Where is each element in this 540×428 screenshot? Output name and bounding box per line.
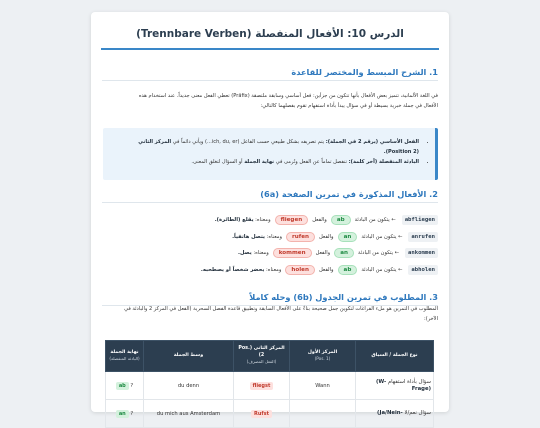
meaning-value: يصل. <box>238 250 252 257</box>
and-verb-label: والفعل <box>318 266 334 273</box>
meaning-value: يتصل هاتفياً. <box>232 233 265 240</box>
verb-row <box>102 212 438 229</box>
table-row <box>106 400 434 428</box>
and-verb-label: والفعل <box>312 217 327 224</box>
section-3-heading: 3. المطلوب في تمرين الجدول (6b) وحله كاملاً <box>102 292 438 306</box>
header-sentence-type: نوع الجملة / السياق <box>356 341 434 372</box>
base-verb-pill: rufen <box>286 232 315 242</box>
rule-bullet-1-strong: الفعل الأساسي (يرقم 2 في الجملة): <box>325 139 419 145</box>
section-1-paragraph-2: الأفعال في جملة خبرية بسيطة أو في سؤال يبدأ بأداة استفهام تقوم بفصلهما كالتالي: <box>260 103 438 109</box>
prefix-pill: ab <box>331 215 351 225</box>
meaning-value: يقلع (الطائرة). <box>214 217 254 224</box>
section-1-heading: 1. الشرح المبسط والمختصر للقاعدة <box>102 67 438 81</box>
cell-position-1 <box>290 400 356 428</box>
meaning-text <box>215 217 271 223</box>
rule-note-box <box>103 128 438 180</box>
prefix-pill: an <box>334 248 354 258</box>
verb-code: anrufen <box>408 232 438 242</box>
cell-end: an ? <box>106 400 144 428</box>
rule-bullet-1 <box>111 137 419 157</box>
header-middle: وسط الجملة <box>144 341 234 372</box>
rule-bullet-1-strong-2: المركز الثاني (Position 2). <box>138 139 419 155</box>
meaning-label: ومعناه: <box>253 250 269 257</box>
cell-sentence-type: سؤال نعم/لا (Ja/Nein- <box>356 400 434 428</box>
cell-position-2: Rufst <box>234 400 290 428</box>
meaning-value: يحضر شخصاً أو يصطحبه. <box>200 266 265 273</box>
meaning-label: ومعناه: <box>255 217 271 224</box>
page-title: الدرس 10: الأفعال المنفصلة (Trennbare Verben) <box>136 28 404 40</box>
and-verb-label: والفعل <box>315 250 331 257</box>
rule-bullet-2-strong: البادئة المنفصلة (آخر كلمة): <box>348 159 419 165</box>
meaning-label: ومعناه: <box>266 233 283 240</box>
cell-position-1: Wann <box>290 372 356 400</box>
prefix-pill: an <box>338 232 358 242</box>
section-1-paragraph-1: في اللغة الألمانية، تتميز بعض الأفعال بأنها تتكون من جزأين: فعل أساسي وسابقة ملتصقة (Präfix) تعطي الفعل معنى جديداً. عند استخدام هذه <box>138 93 438 99</box>
section-3-paragraph-1: المطلوب في التمرين هو ملء الفراغات لتكوين جمل صحيحة بناءً على الأفعال السابقة وتطبيق قاعدة الفصل السحرية (الفعل في المركز 2 والبادئة في <box>124 306 438 312</box>
header-position-1: المركز الأول (Pos. 1) <box>290 341 356 372</box>
exercise-table <box>105 340 434 428</box>
verb-row <box>102 229 438 246</box>
from-prefix-label: ← يتكون من البادئة <box>357 250 400 257</box>
cell-sentence-type: سؤال بأداة استفهام (W-Frage) <box>356 372 434 400</box>
lesson-card <box>91 12 449 417</box>
from-prefix-label: ← يتكون من البادئة <box>361 233 403 240</box>
rule-bullet-2-text-2: أو السؤال لتغلق المعنى. <box>191 159 243 165</box>
meaning-text <box>232 234 282 240</box>
header-position-2: المركز الثاني (Pos. 2) (الفعل المصرف) <box>234 341 290 372</box>
cell-position-2: fliegst <box>234 372 290 400</box>
meaning-text <box>201 267 282 273</box>
verb-list <box>102 212 438 278</box>
cell-end: ab ? <box>106 372 144 400</box>
verb-code: abfliegen <box>402 215 438 225</box>
from-prefix-label: ← يتكون من البادئة <box>361 266 403 273</box>
verb-row <box>102 245 438 262</box>
cell-middle: du mich aus Amsterdam <box>144 400 234 428</box>
base-verb-pill: fliegen <box>275 215 309 225</box>
verb-code: abholen <box>408 265 438 275</box>
section-3-paragraph-2: الآخر): <box>424 316 438 322</box>
verb-code: ankommen <box>405 248 438 258</box>
rule-bullet-2 <box>111 157 419 167</box>
and-verb-label: والفعل <box>318 233 334 240</box>
header-end: نهاية الجملة (البادئة المنفصلة) <box>106 341 144 372</box>
table-header-row <box>106 341 434 372</box>
meaning-text <box>238 250 269 256</box>
meaning-label: ومعناه: <box>266 266 282 273</box>
verb-row <box>102 262 438 279</box>
rule-bullet-2-text: تنفصل تماماً عن الفعل وتُرمى في <box>275 159 347 165</box>
rule-bullet-2-strong-2: نهاية الجملة <box>244 159 275 165</box>
base-verb-pill: holen <box>285 265 315 275</box>
table-row <box>106 372 434 400</box>
cell-middle: du denn <box>144 372 234 400</box>
base-verb-pill: kommen <box>273 248 312 258</box>
prefix-pill: ab <box>338 265 358 275</box>
section-2-heading: 2. الأفعال المذكورة في تمرين الصفحة (6a) <box>102 189 438 203</box>
title-divider <box>101 48 439 50</box>
rule-bullet-1-text: يتم تصريفه بشكل طبيعي حسب الفاعل (ich, du, er...) ويأتي دائماً في <box>172 139 325 145</box>
from-prefix-label: ← يتكون من البادئة <box>354 217 396 224</box>
